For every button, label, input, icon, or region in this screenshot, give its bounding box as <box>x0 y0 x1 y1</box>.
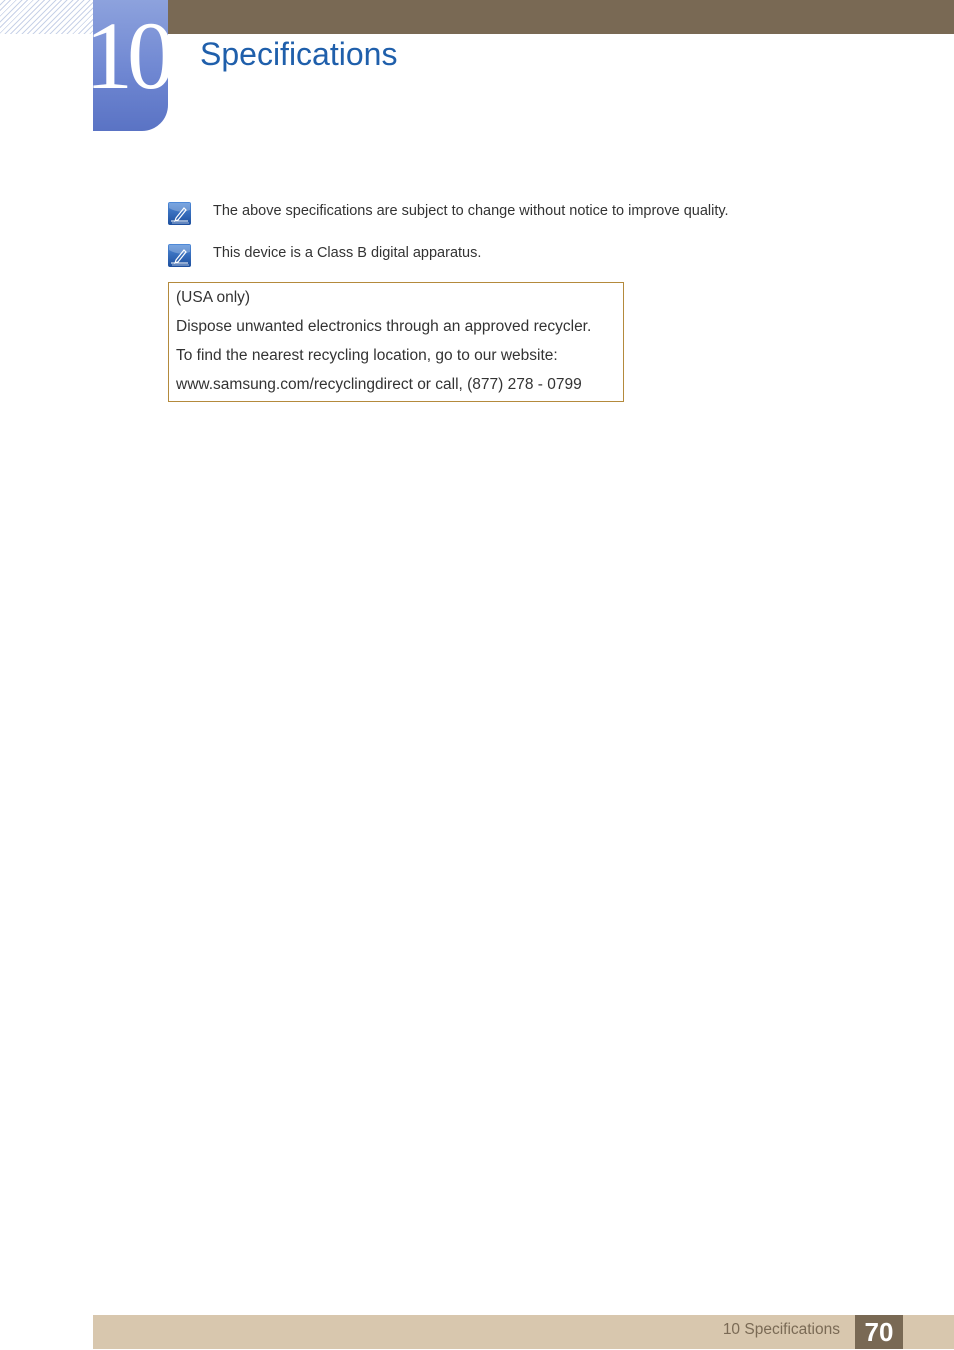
footer-section-label: 10 Specifications <box>722 1321 840 1338</box>
header-bar <box>168 0 954 34</box>
recycling-region-label: (USA only) <box>176 289 251 306</box>
chapter-number: 10 <box>85 2 169 109</box>
page-number-box <box>855 1315 903 1349</box>
note-text: This device is a Class B digital apparatus. <box>213 245 482 261</box>
page-title: Specifications <box>200 36 398 72</box>
note-pencil-icon <box>168 202 191 225</box>
recycling-contact: www.samsung.com/recyclingdirect or call, (877) 278 - 0799 <box>176 376 582 393</box>
note-text: The above specifications are subject to change without notice to improve quality. <box>213 203 729 219</box>
page-number: 70 <box>864 1317 894 1347</box>
recycling-info-box <box>168 282 624 402</box>
note-item <box>168 244 481 267</box>
note-pencil-icon <box>168 244 191 267</box>
recycling-instruction: Dispose unwanted electronics through an approved recycler. <box>176 318 592 335</box>
recycling-website-intro: To find the nearest recycling location, go to our website: <box>176 347 558 364</box>
header-hatch-decoration <box>0 0 93 34</box>
note-item <box>168 202 729 225</box>
chapter-badge <box>85 0 169 131</box>
